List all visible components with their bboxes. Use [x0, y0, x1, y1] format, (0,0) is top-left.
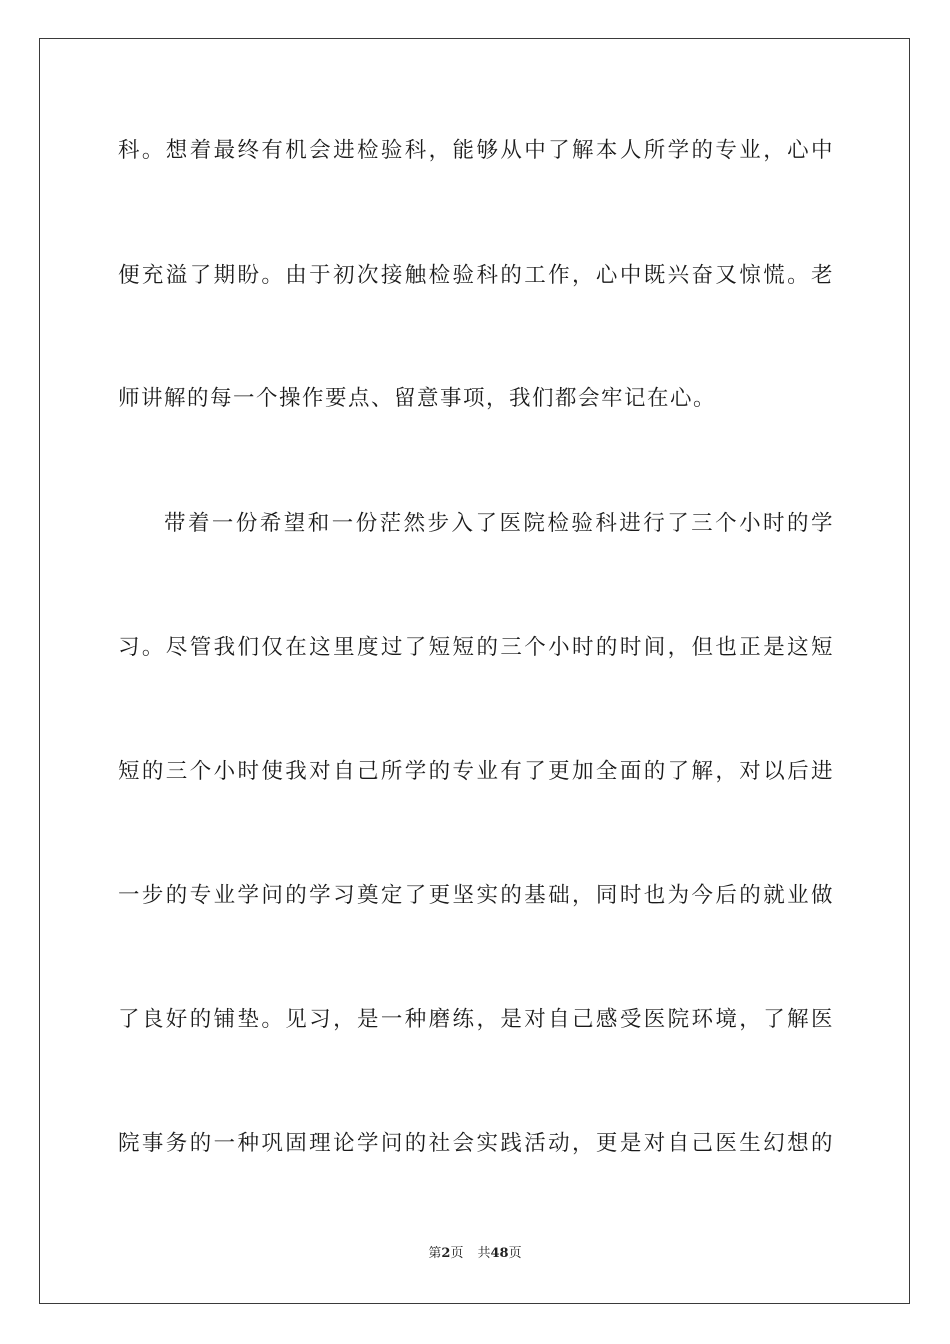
text-line-1: 科。想着最终有机会进检验科，能够从中了解本人所学的专业，心中: [118, 138, 834, 163]
total-suffix: 页: [508, 1246, 522, 1261]
text-line-6: 短的三个小时使我对自己所学的专业有了更加全面的了解，对以后进: [118, 759, 834, 784]
text-line-8: 了良好的铺垫。见习，是一种磨练，是对自己感受医院环境，了解医: [118, 1007, 834, 1032]
text-line-9: 院事务的一种巩固理论学问的社会实践活动，更是对自己医生幻想的: [118, 1131, 834, 1156]
text-line-5: 习。尽管我们仅在这里度过了短短的三个小时的时间，但也正是这短: [118, 635, 834, 660]
text-line-3: 师讲解的每一个操作要点、留意事项，我们都会牢记在心。: [118, 386, 717, 411]
page-prefix: 第: [428, 1246, 442, 1261]
page-border: [39, 38, 910, 1304]
page-suffix: 页: [450, 1246, 464, 1261]
total-pages: 48: [490, 1246, 509, 1261]
text-line-2: 便充溢了期盼。由于初次接触检验科的工作，心中既兴奋又惊慌。老: [118, 263, 834, 288]
text-line-7: 一步的专业学问的学习奠定了更坚实的基础，同时也为今后的就业做: [118, 883, 834, 908]
page-footer: [0, 1245, 950, 1263]
page-number: 2: [441, 1246, 451, 1261]
total-prefix: 共: [477, 1246, 491, 1261]
text-line-4: 带着一份希望和一份茫然步入了医院检验科进行了三个小时的学: [164, 511, 834, 536]
